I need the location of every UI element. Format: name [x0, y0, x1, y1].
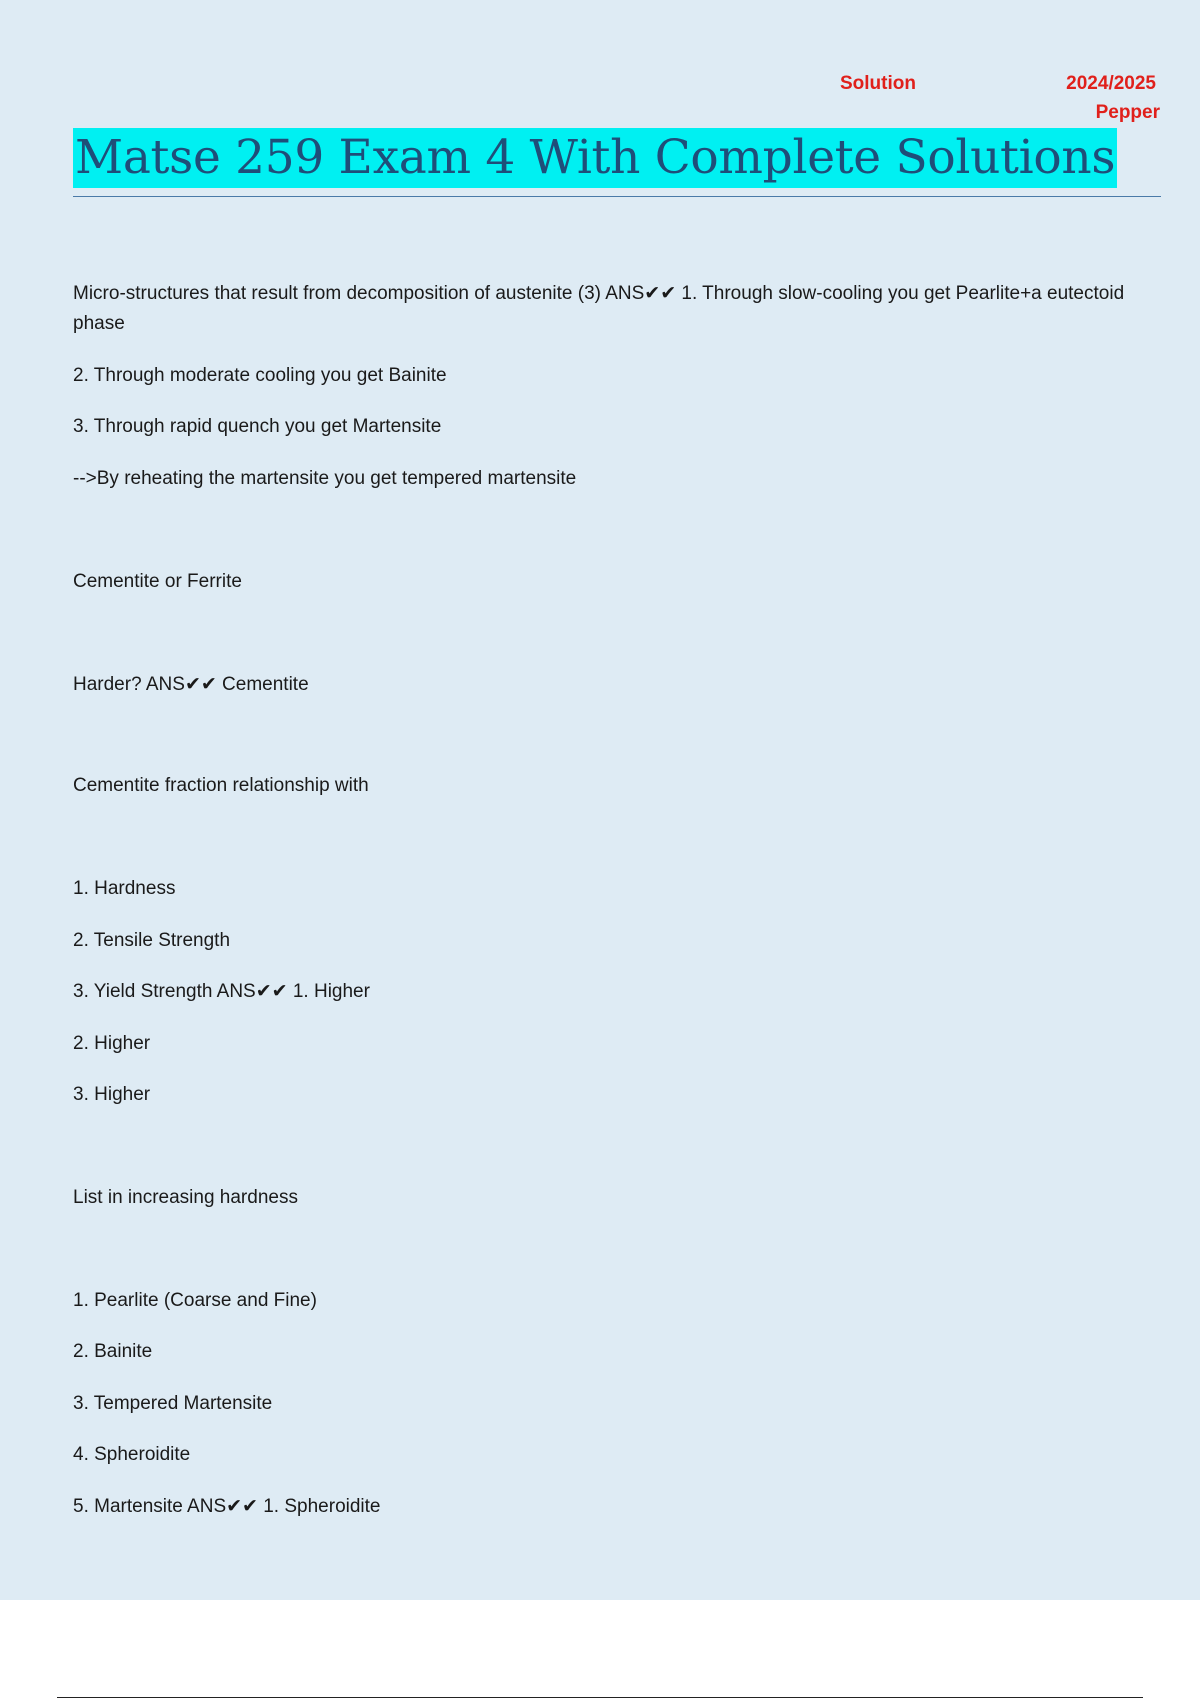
title-block [73, 128, 1117, 188]
answer-line: 2. Through moderate cooling you get Bainite [73, 365, 447, 386]
header-author: Pepper [1095, 102, 1160, 123]
list-item: 3. Tempered Martensite [73, 1393, 273, 1414]
list-item: 4. Spheroidite [73, 1444, 191, 1465]
footer-divider [57, 1697, 1143, 1698]
question-microstructures: Micro-structures that result from decomposition of austenite (3) ANS✔✔ 1. Through slow-cooling you get Pearlite+a eutectoid phase [73, 283, 1125, 334]
list-item: 1. Hardness [73, 878, 176, 899]
header-year: 2024/2025 [1066, 73, 1156, 94]
question-cementite-fraction: Cementite fraction relationship with [73, 775, 369, 796]
question-harder: Harder? ANS✔✔ Cementite [73, 674, 309, 695]
question-heading: Cementite or Ferrite [73, 571, 242, 592]
document-title: Matse 259 Exam 4 With Complete Solutions [73, 128, 1117, 188]
answer-line: -->By reheating the martensite you get tempered martensite [73, 468, 577, 489]
title-divider [73, 196, 1161, 197]
header-label: Solution [840, 73, 916, 94]
list-item: 5. Martensite ANS✔✔ 1. Spheroidite [73, 1496, 381, 1517]
list-item: 2. Higher [73, 1033, 151, 1054]
list-item: 2. Bainite [73, 1341, 153, 1362]
header-meta [840, 73, 1160, 133]
list-item: 2. Tensile Strength [73, 930, 231, 951]
list-item: 3. Yield Strength ANS✔✔ 1. Higher [73, 981, 370, 1002]
list-item: 1. Pearlite (Coarse and Fine) [73, 1290, 317, 1311]
list-item: 3. Higher [73, 1084, 151, 1105]
question-hardness-order: List in increasing hardness [73, 1187, 298, 1208]
answer-line: 3. Through rapid quench you get Martensite [73, 416, 442, 437]
